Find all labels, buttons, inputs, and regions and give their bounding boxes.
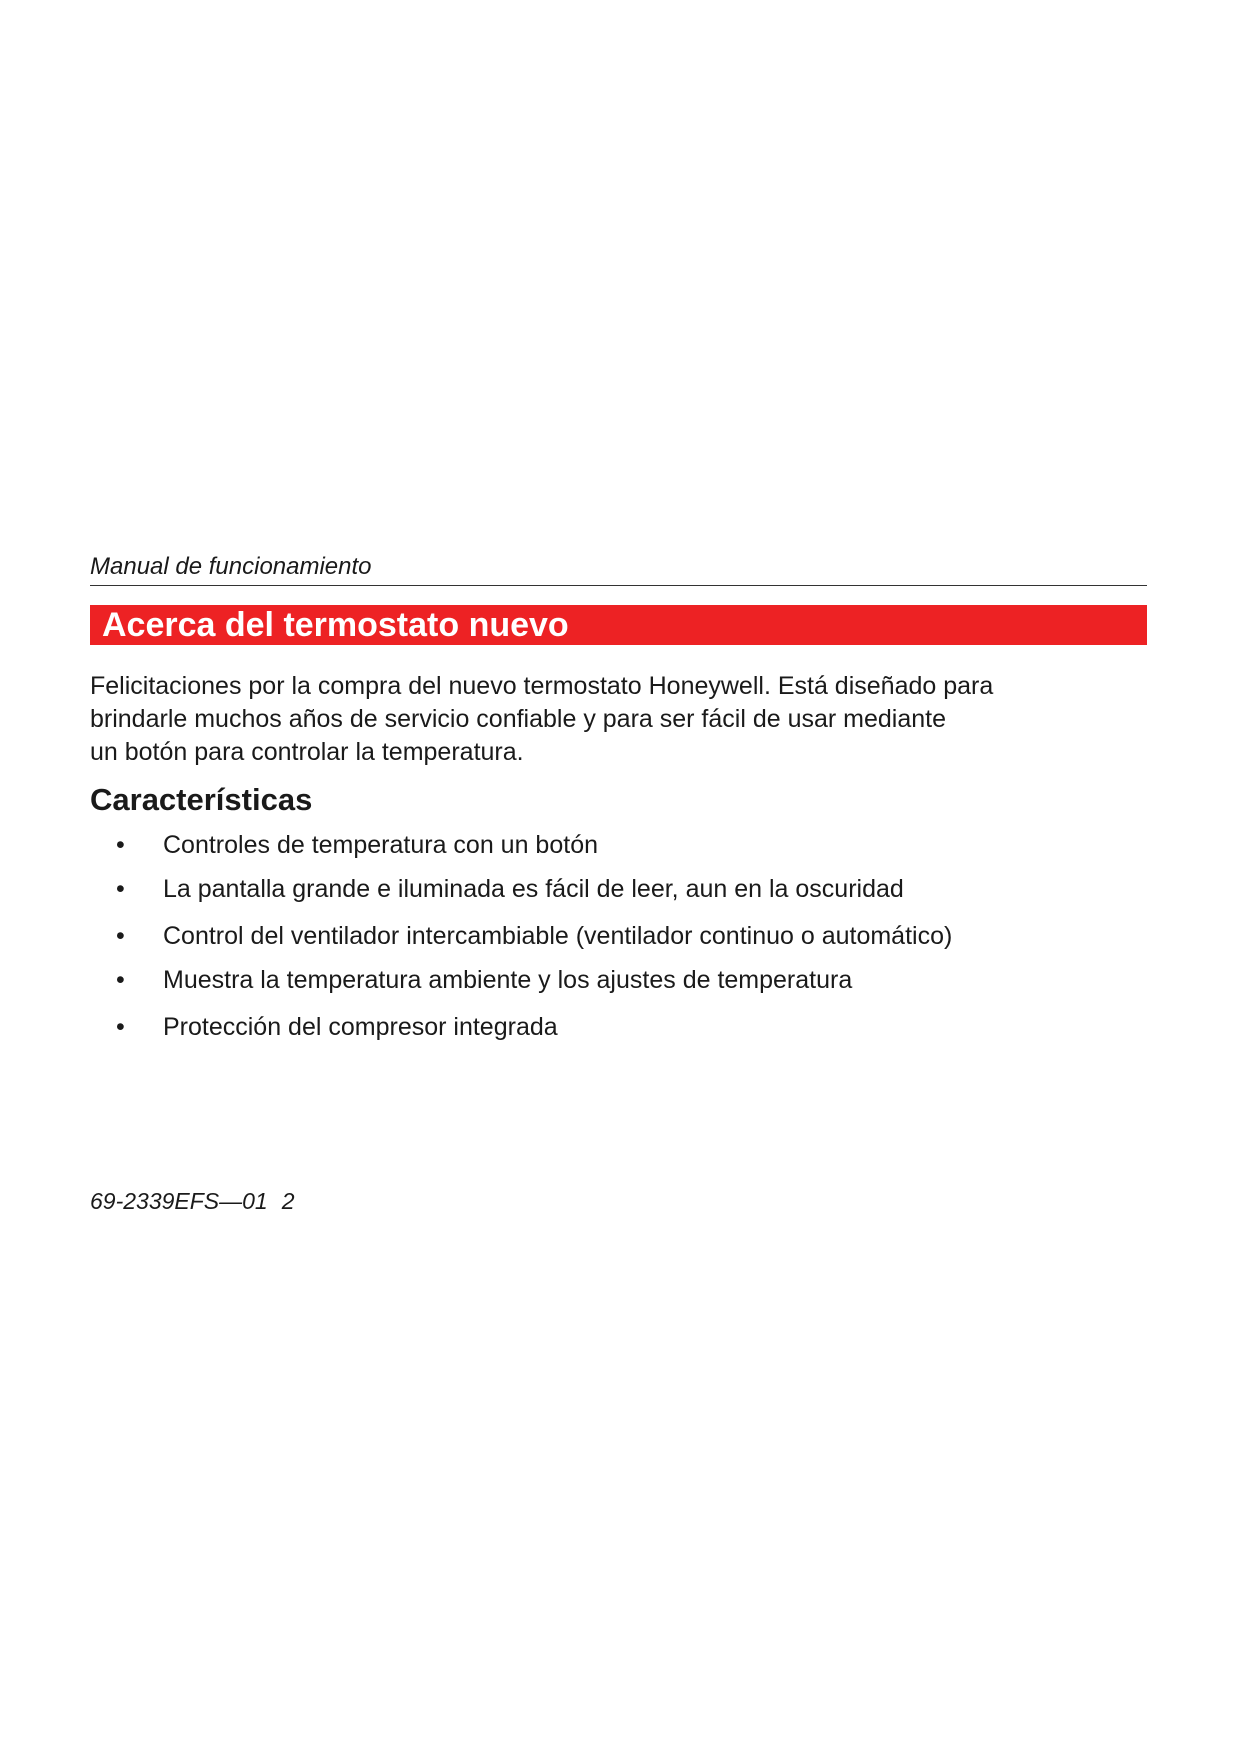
bullet-icon: • — [116, 1013, 125, 1041]
feature-text: Control del ventilador intercambiable (ventilador continuo o automático) — [163, 922, 953, 950]
feature-item — [0, 963, 1241, 997]
feature-text: La pantalla grande e iluminada es fácil de leer, aun en la oscuridad — [163, 875, 904, 903]
page-footer — [90, 1186, 295, 1216]
section-banner — [90, 605, 1147, 645]
running-head: Manual de funcionamiento — [90, 553, 372, 580]
feature-item — [0, 872, 1241, 906]
document-number: 69-2339EFS—01 — [90, 1188, 268, 1214]
feature-text: Controles de temperatura con un botón — [163, 831, 598, 859]
feature-text: Muestra la temperatura ambiente y los ajustes de temperatura — [163, 966, 853, 994]
features-heading: Características — [90, 782, 313, 817]
intro-line: Felicitaciones por la compra del nuevo termostato Honeywell. Está diseñado para — [90, 672, 994, 700]
feature-item — [0, 828, 1241, 862]
intro-line: un botón para controlar la temperatura. — [90, 738, 524, 766]
bullet-icon: • — [116, 966, 125, 994]
bullet-icon: • — [116, 922, 125, 950]
feature-item — [0, 1010, 1241, 1044]
intro-paragraph — [90, 670, 1150, 769]
feature-text: Protección del compresor integrada — [163, 1013, 558, 1041]
page-number: 2 — [281, 1188, 295, 1214]
feature-item — [0, 919, 1241, 953]
header-rule — [90, 585, 1147, 586]
banner-title: Acerca del termostato nuevo — [102, 606, 569, 644]
bullet-icon: • — [116, 831, 125, 859]
intro-line: brindarle muchos años de servicio confiable y para ser fácil de usar mediante — [90, 705, 947, 733]
bullet-icon: • — [116, 875, 125, 903]
